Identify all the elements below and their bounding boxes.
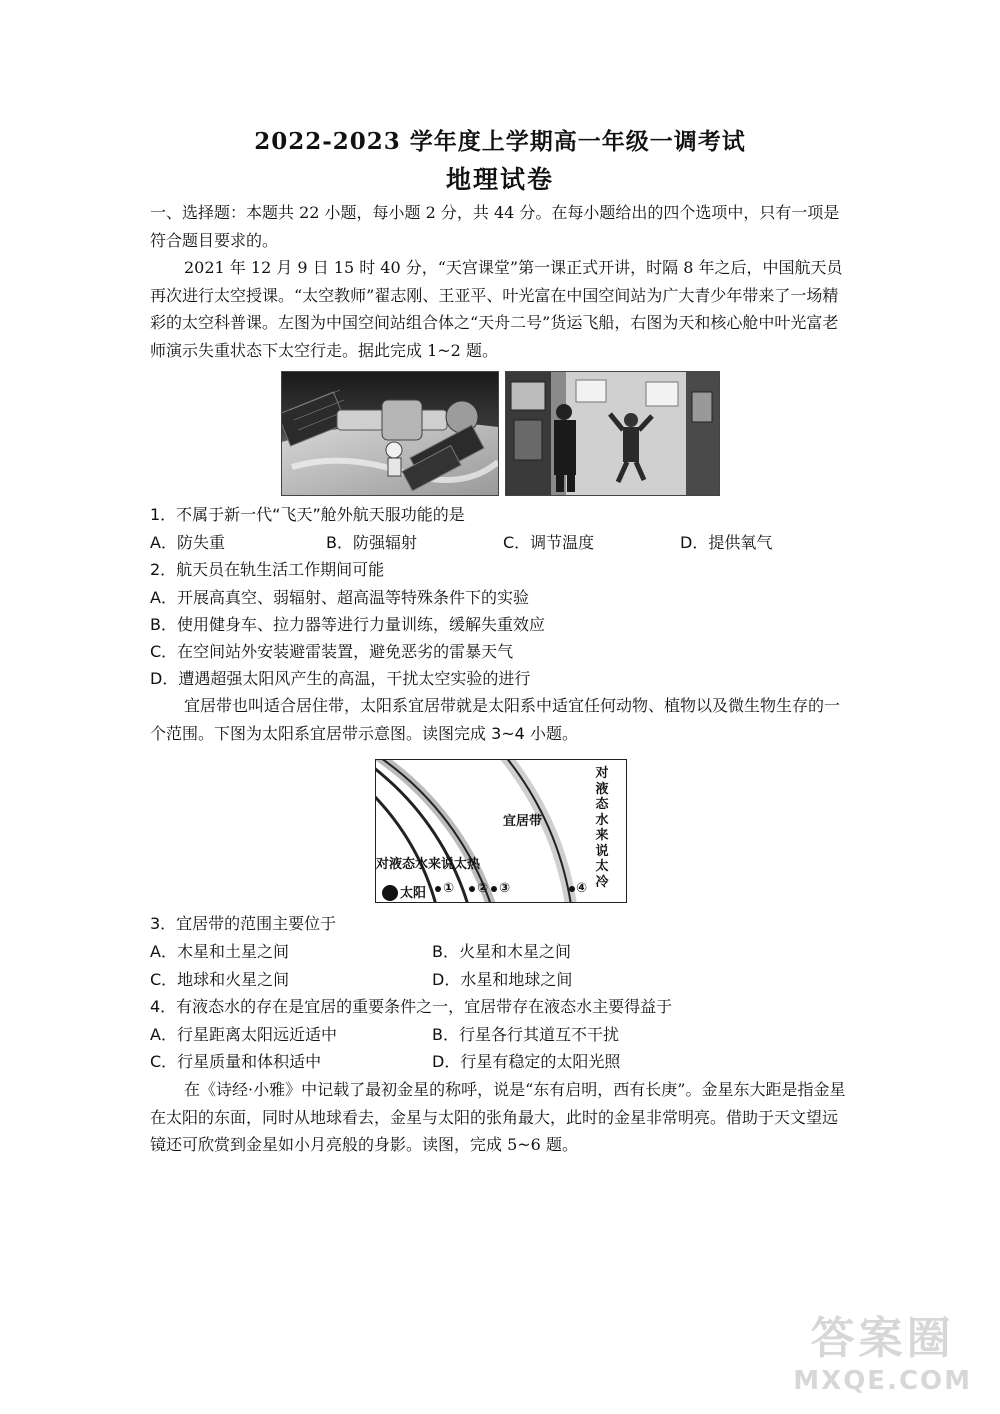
q3-option-a[interactable]: A．木星和土星之间 — [150, 942, 289, 961]
planet-4-dot — [569, 886, 575, 892]
planet-3-label: ③ — [499, 881, 511, 896]
planet-2-dot — [469, 886, 475, 892]
exam-subject: 地理试卷 — [445, 165, 554, 194]
too-cold-label: 对液态水来说太冷 — [595, 766, 609, 890]
q2-option-a[interactable]: A．开展高真空、弱辐射、超高温等特殊条件下的实验 — [150, 588, 529, 607]
planet-2-label: ② — [477, 881, 489, 896]
q2-option-c[interactable]: C．在空间站外安装避雷装置，避免恶劣的雷暴天气 — [150, 642, 514, 661]
q1-option-a[interactable]: A．防失重 — [150, 533, 225, 552]
passage-space-class: 2021 年 12 月 9 日 15 时 40 分，“天宫课堂”第一课正式开讲，时隔 8 年之后，中国航天员再次进行太空授课。“太空教师”翟志刚、王亚平、叶光富在中国空间站为广大青少年带来了一场精彩的太空科普课。左图为中国空间站组合体之“天舟二号”货运飞船，右图为天和核心舱中叶光富老师演示失重状态下太空行走。据此完成 1~2 题。 — [150, 258, 843, 360]
q1-option-c[interactable]: C．调节温度 — [503, 533, 595, 552]
space-station-photo — [281, 371, 499, 496]
planet-1-dot — [435, 886, 441, 892]
planet-4-label: ④ — [576, 881, 588, 896]
watermark-logo-text: 答案圈 — [810, 1313, 955, 1364]
sun-label: 太阳 — [400, 886, 427, 901]
passage-habitable-zone: 宜居带也叫适合居住带，太阳系宜居带就是太阳系中适宜任何动物、植物以及微生物生存的一个范围。下图为太阳系宜居带示意图。读图完成 3~4 小题。 — [150, 696, 841, 743]
q2-option-b[interactable]: B．使用健身车、拉力器等进行力量训练，缓解失重效应 — [150, 615, 545, 634]
q3-option-d[interactable]: D．水星和地球之间 — [432, 970, 573, 989]
core-module-photo — [505, 371, 720, 496]
question-1-stem: 1．不属于新一代“飞天”舱外航天服功能的是 — [150, 505, 465, 524]
q2-option-d[interactable]: D．遭遇超强太阳风产生的高温，干扰太空实验的进行 — [150, 669, 531, 688]
too-hot-label: 对液态水来说太热 — [376, 857, 481, 872]
q3-option-c[interactable]: C．地球和火星之间 — [150, 970, 290, 989]
site-watermark — [793, 1302, 972, 1396]
habitable-zone-diagram — [375, 759, 627, 903]
planet-1-label: ① — [443, 881, 455, 896]
habitable-zone-label: 宜居带 — [503, 814, 543, 829]
passage-venus: 在《诗经·小雅》中记载了最初金星的称呼，说是“东有启明，西有长庚”。金星东大距是指金星在太阳的东面，同时从地球看去，金星与太阳的张角最大，此时的金星非常明亮。借助于天文望远镜还可欣赏到金星如小月亮般的身影。读图，完成 5~6 题。 — [150, 1080, 846, 1154]
sun-dot — [382, 885, 398, 901]
watermark-url: MXQE.COM — [793, 1366, 972, 1396]
q4-option-a[interactable]: A．行星距离太阳远近适中 — [150, 1025, 337, 1044]
q4-option-d[interactable]: D．行星有稳定的太阳光照 — [432, 1052, 621, 1071]
core-module-image — [506, 372, 719, 495]
q3-option-b[interactable]: B．火星和木星之间 — [432, 942, 571, 961]
question-2-stem: 2．航天员在轨生活工作期间可能 — [150, 560, 385, 579]
question-3-stem: 3．宜居带的范围主要位于 — [150, 914, 337, 933]
space-station-image — [282, 372, 498, 495]
q4-option-b[interactable]: B．行星各行其道互不干扰 — [432, 1025, 619, 1044]
q4-option-c[interactable]: C．行星质量和体积适中 — [150, 1052, 322, 1071]
q1-option-b[interactable]: B．防强辐射 — [326, 533, 417, 552]
q1-option-d[interactable]: D．提供氧气 — [680, 533, 773, 552]
question-4-stem: 4．有液态水的存在是宜居的重要条件之一，宜居带存在液态水主要得益于 — [150, 997, 673, 1016]
section-instructions: 一、选择题：本题共 22 小题，每小题 2 分，共 44 分。在每小题给出的四个选项中，只有一项是符合题目要求的。 — [150, 203, 840, 250]
planet-3-dot — [491, 886, 497, 892]
exam-title: 2022-2023 学年度上学期高一年级一调考试 — [254, 128, 746, 155]
